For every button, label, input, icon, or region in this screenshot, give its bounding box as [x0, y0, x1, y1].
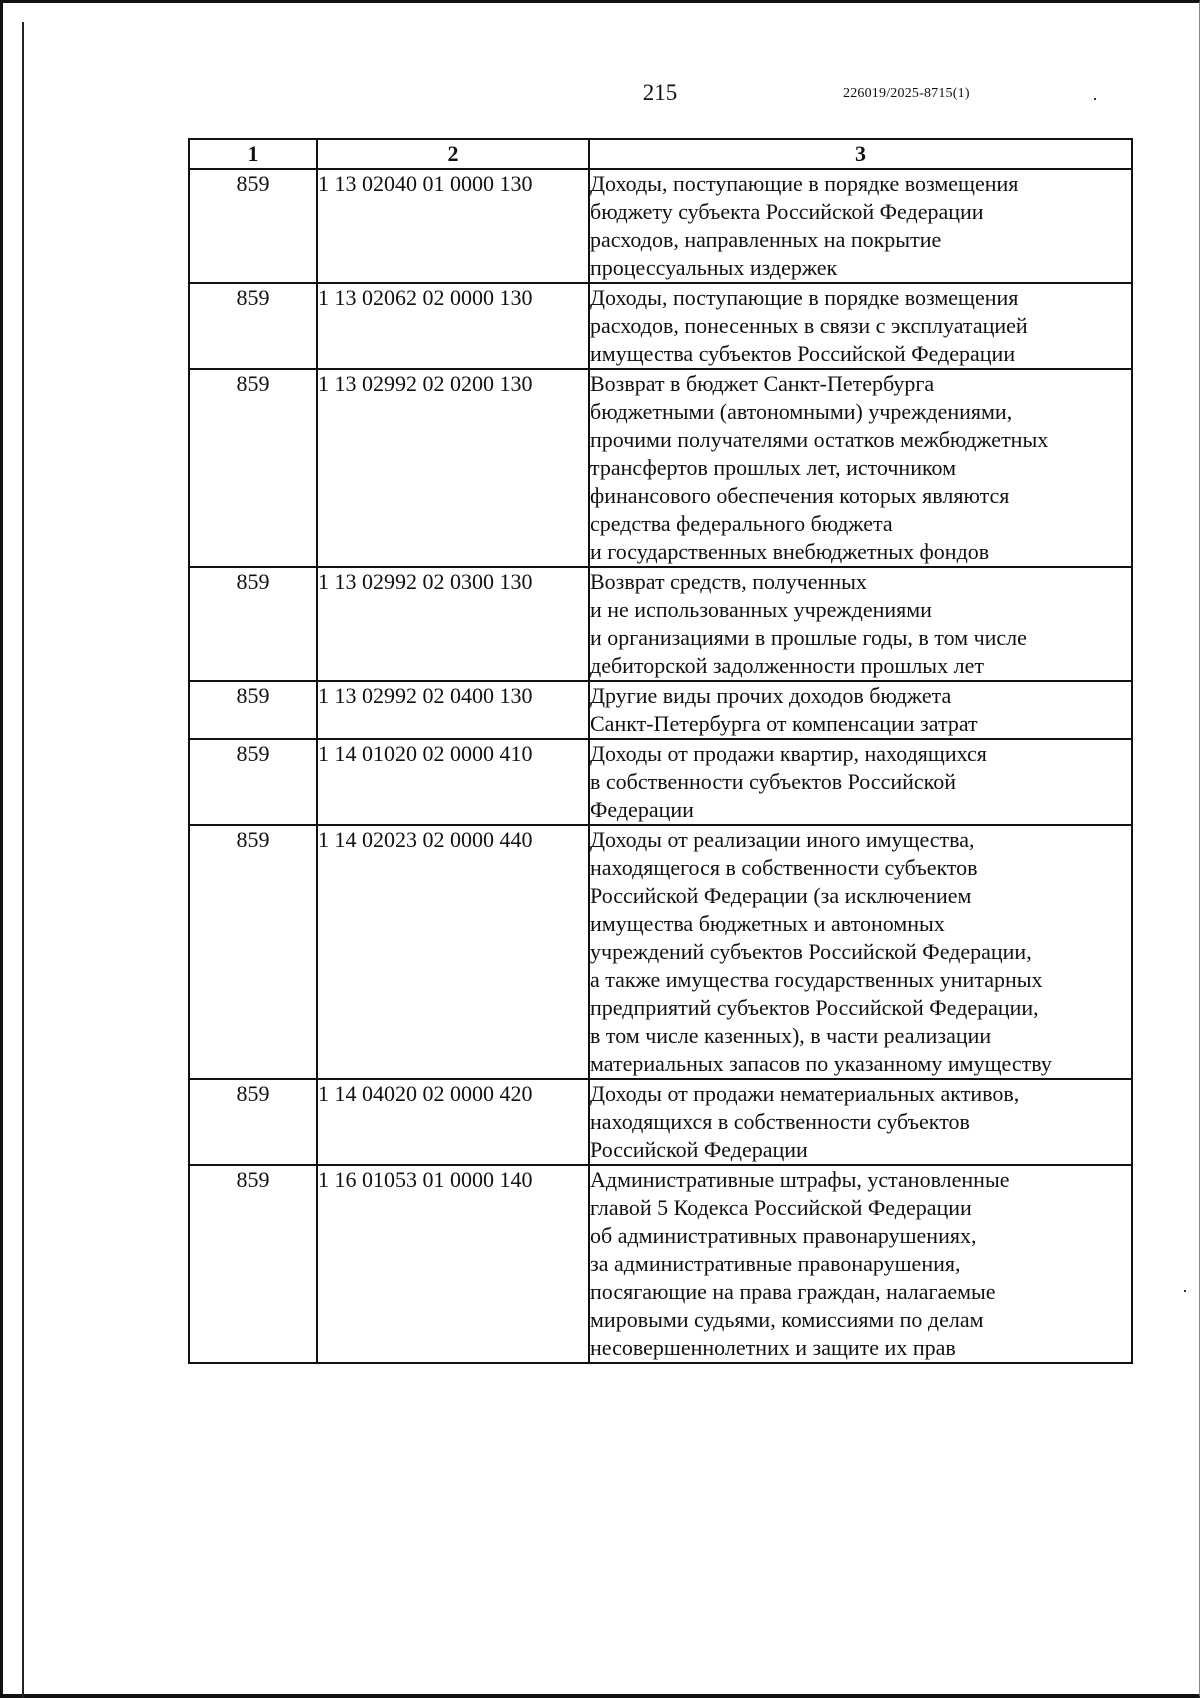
description-line: Санкт-Петербурга от компенсации затрат [590, 711, 978, 736]
revenue-description-cell [589, 1165, 1132, 1363]
table-row [189, 369, 1132, 567]
description-line: Доходы от реализации иного имущества, [590, 827, 975, 852]
description-line: в том числе казенных), в части реализации [590, 1023, 992, 1048]
column-header: 3 [589, 139, 1132, 169]
revenue-description-cell [589, 825, 1132, 1079]
admin-code-cell: 859 [189, 739, 317, 825]
admin-code-cell: 859 [189, 825, 317, 1079]
column-header: 2 [317, 139, 589, 169]
table-row [189, 283, 1132, 369]
table-header-row [189, 139, 1132, 169]
table-row [189, 567, 1132, 681]
budget-classification-code-cell: 1 13 02062 02 0000 130 [317, 283, 589, 369]
admin-code-cell: 859 [189, 1079, 317, 1165]
description-line: Доходы от продажи квартир, находящихся [590, 741, 987, 766]
description-line: Административные штрафы, установленные [590, 1167, 1010, 1192]
description-line: и не использованных учреждениями [590, 597, 932, 622]
description-line: посягающие на права граждан, налагаемые [590, 1279, 996, 1304]
table-body [189, 169, 1132, 1363]
description-line: прочими получателями остатков межбюджетных [590, 427, 1049, 452]
admin-code-cell: 859 [189, 169, 317, 283]
description-line: главой 5 Кодекса Российской Федерации [590, 1195, 972, 1220]
description-line: находящихся в собственности субъектов [590, 1109, 970, 1134]
budget-classification-code-cell: 1 16 01053 01 0000 140 [317, 1165, 589, 1363]
description-line: в собственности субъектов Российской [590, 769, 956, 794]
description-line: дебиторской задолженности прошлых лет [590, 653, 984, 678]
description-line: Доходы, поступающие в порядке возмещения [590, 171, 1019, 196]
admin-code-cell: 859 [189, 1165, 317, 1363]
revenue-codes-table [188, 138, 1133, 1364]
description-line: несовершеннолетних и защите их прав [590, 1335, 956, 1360]
table-row [189, 1079, 1132, 1165]
scan-edge-line [22, 22, 24, 1698]
description-line: расходов, понесенных в связи с эксплуатацией [590, 313, 1028, 338]
description-line: Доходы от продажи нематериальных активов, [590, 1081, 1020, 1106]
budget-classification-code-cell: 1 13 02992 02 0200 130 [317, 369, 589, 567]
budget-classification-code-cell: 1 14 04020 02 0000 420 [317, 1079, 589, 1165]
description-line: средства федерального бюджета [590, 511, 893, 536]
scan-speck [1094, 98, 1096, 100]
description-line: а также имущества государственных унитарных [590, 967, 1043, 992]
description-line: Другие виды прочих доходов бюджета [590, 683, 952, 708]
description-line: Доходы, поступающие в порядке возмещения [590, 285, 1019, 310]
budget-classification-code-cell: 1 13 02992 02 0300 130 [317, 567, 589, 681]
budget-classification-code-cell: 1 14 01020 02 0000 410 [317, 739, 589, 825]
description-line: мировыми судьями, комиссиями по делам [590, 1307, 984, 1332]
table-row [189, 1165, 1132, 1363]
admin-code-cell: 859 [189, 681, 317, 739]
document-reference: 226019/2025-8715(1) [843, 86, 970, 101]
page-number: 215 [642, 80, 678, 105]
revenue-description-cell [589, 1079, 1132, 1165]
scan-speck [1184, 1290, 1186, 1292]
revenue-description-cell [589, 567, 1132, 681]
table-row [189, 169, 1132, 283]
description-line: бюджетными (автономными) учреждениями, [590, 399, 1013, 424]
table-row [189, 681, 1132, 739]
description-line: и государственных внебюджетных фондов [590, 539, 990, 564]
description-line: об административных правонарушениях, [590, 1223, 977, 1248]
description-line: материальных запасов по указанному имуществу [590, 1051, 1052, 1076]
description-line: за административные правонарушения, [590, 1251, 961, 1276]
budget-classification-code-cell: 1 14 02023 02 0000 440 [317, 825, 589, 1079]
table-row [189, 825, 1132, 1079]
description-line: Возврат средств, полученных [590, 569, 867, 594]
description-line: Возврат в бюджет Санкт-Петербурга [590, 371, 935, 396]
revenue-description-cell [589, 369, 1132, 567]
description-line: Российской Федерации [590, 1137, 808, 1162]
revenue-description-cell [589, 681, 1132, 739]
budget-classification-code-cell: 1 13 02992 02 0400 130 [317, 681, 589, 739]
description-line: расходов, направленных на покрытие [590, 227, 942, 252]
description-line: Российской Федерации (за исключением [590, 883, 972, 908]
description-line: Федерации [590, 797, 694, 822]
description-line: имущества субъектов Российской Федерации [590, 341, 1016, 366]
table-row [189, 739, 1132, 825]
description-line: предприятий субъектов Российской Федерации, [590, 995, 1039, 1020]
revenue-description-cell [589, 739, 1132, 825]
admin-code-cell: 859 [189, 369, 317, 567]
description-line: бюджету субъекта Российской Федерации [590, 199, 984, 224]
budget-classification-code-cell: 1 13 02040 01 0000 130 [317, 169, 589, 283]
revenue-description-cell [589, 169, 1132, 283]
column-header: 1 [189, 139, 317, 169]
description-line: и организациями в прошлые годы, в том числе [590, 625, 1027, 650]
description-line: находящегося в собственности субъектов [590, 855, 978, 880]
admin-code-cell: 859 [189, 283, 317, 369]
description-line: имущества бюджетных и автономных [590, 911, 945, 936]
admin-code-cell: 859 [189, 567, 317, 681]
description-line: трансфертов прошлых лет, источником [590, 455, 957, 480]
description-line: процессуальных издержек [590, 255, 838, 280]
description-line: учреждений субъектов Российской Федерации, [590, 939, 1032, 964]
description-line: финансового обеспечения которых являются [590, 483, 1010, 508]
revenue-description-cell [589, 283, 1132, 369]
